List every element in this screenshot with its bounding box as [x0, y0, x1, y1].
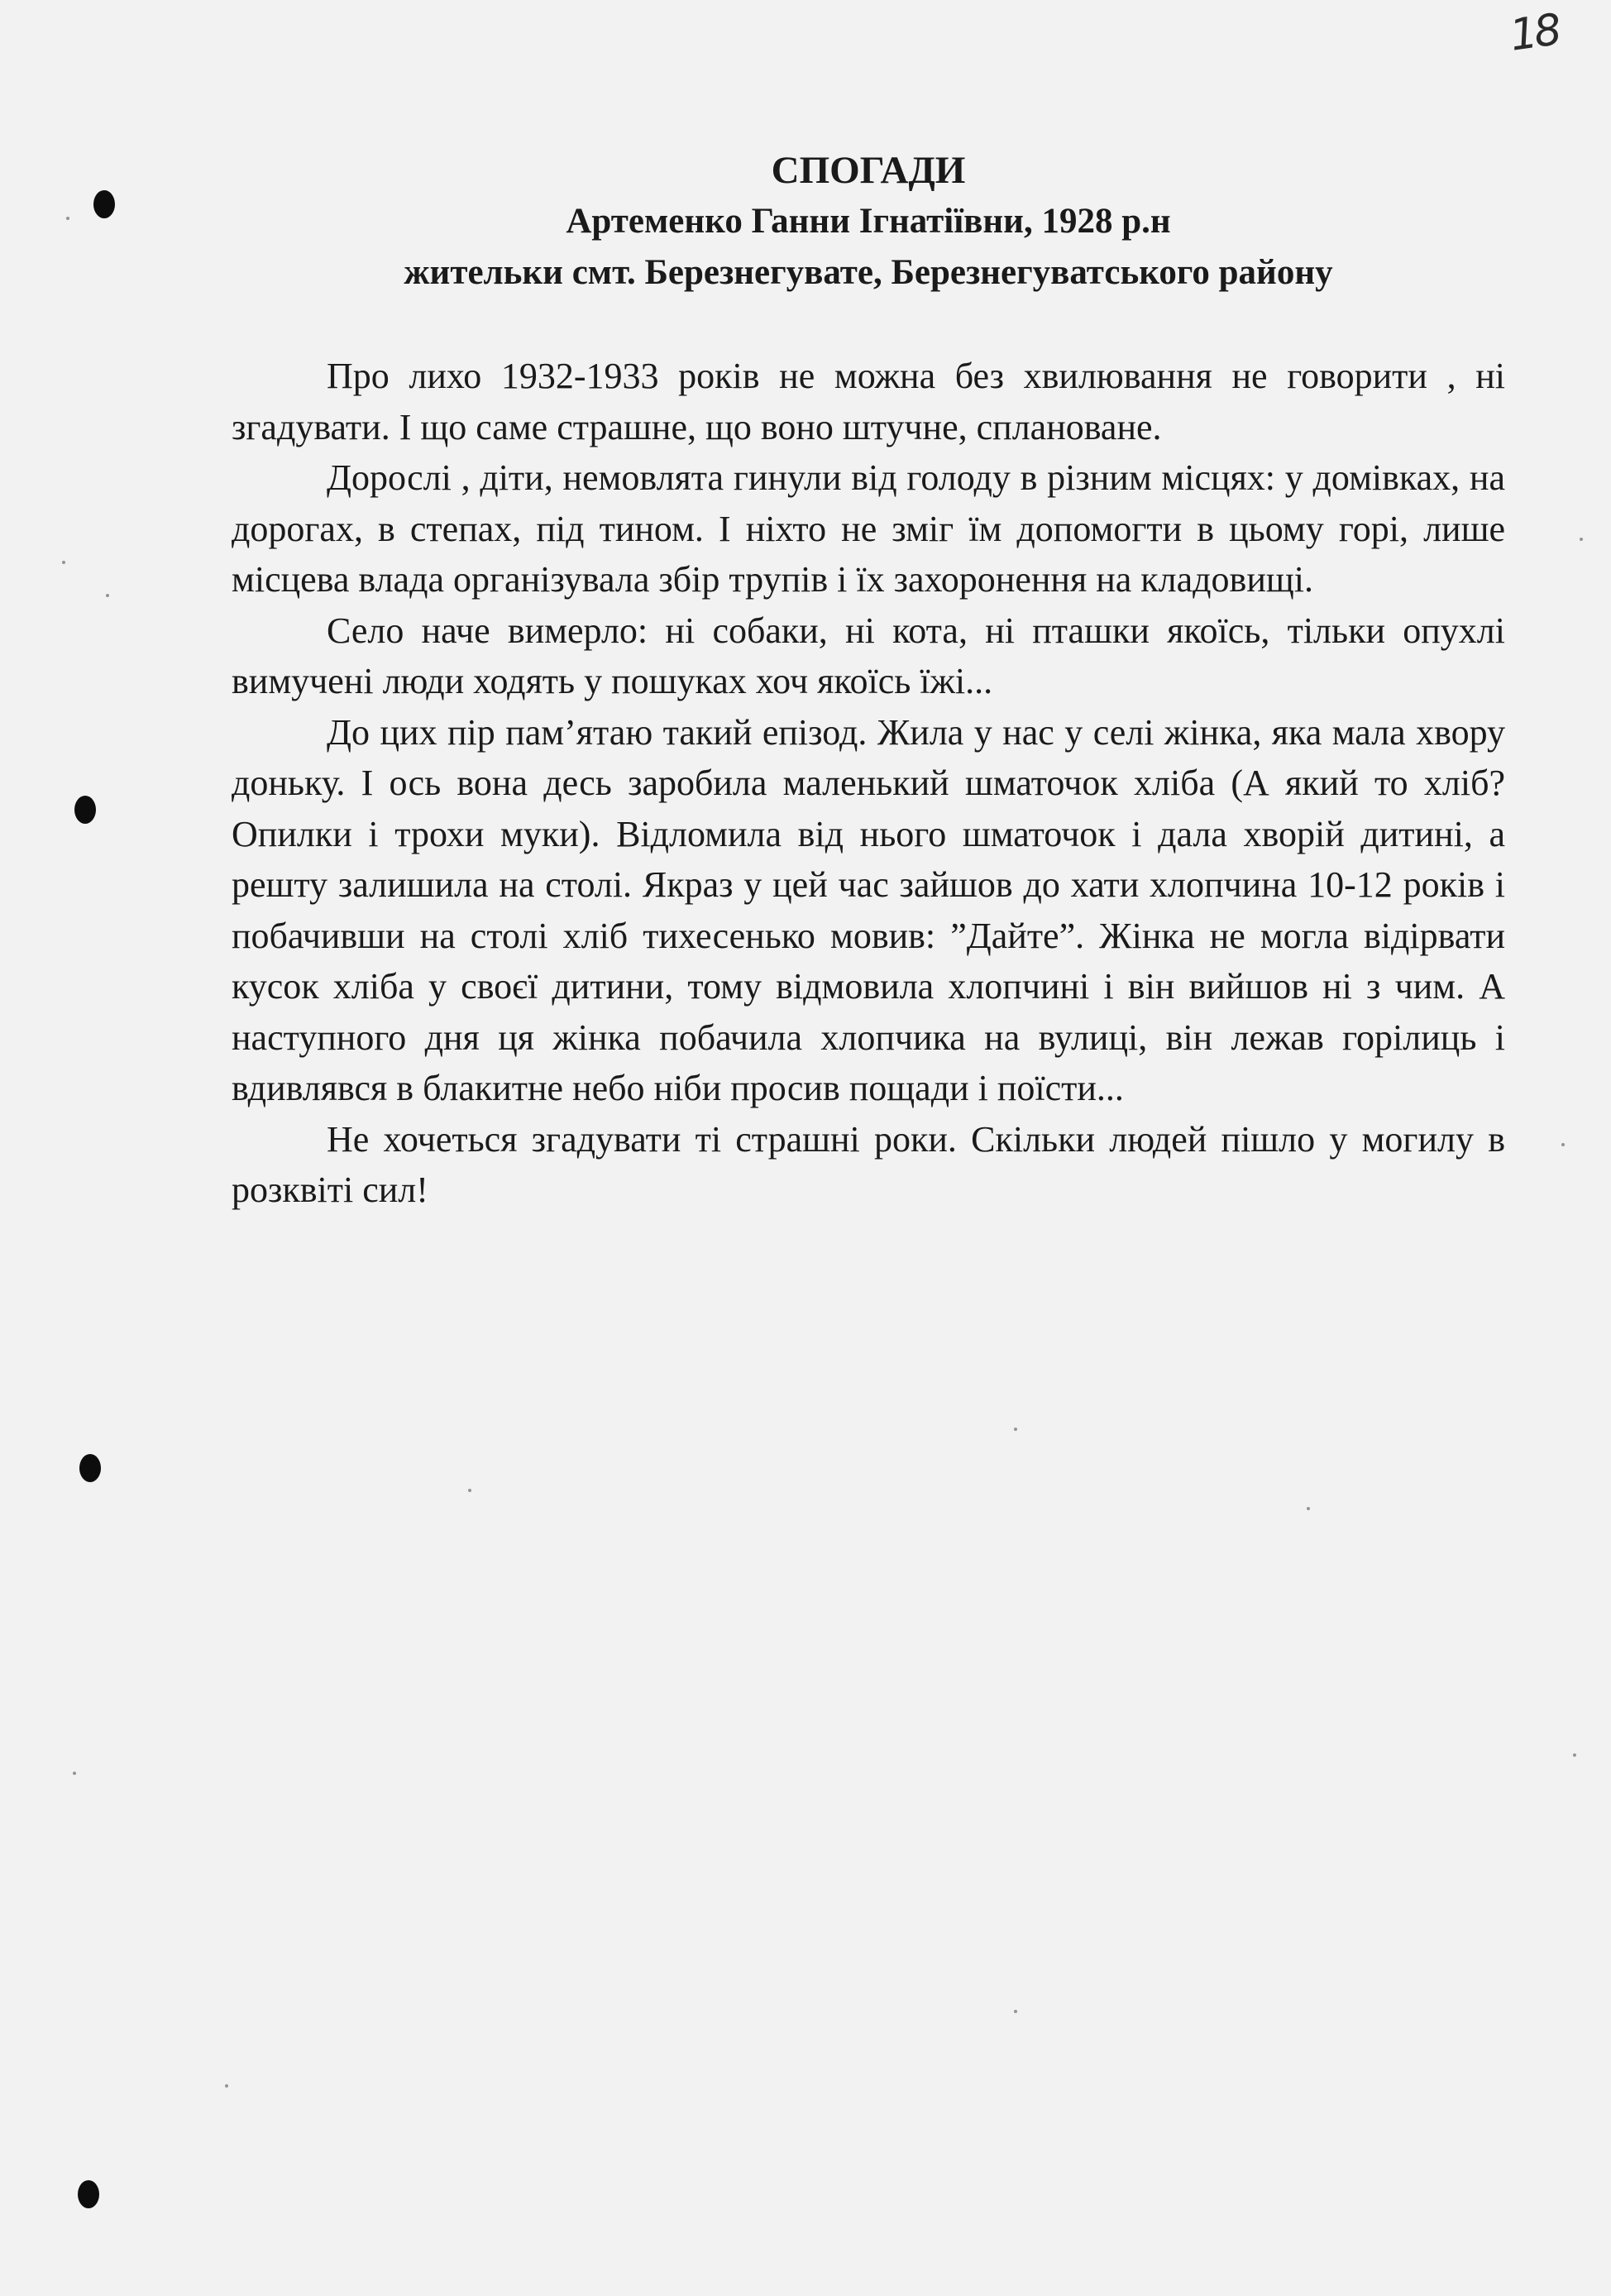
document-header [165, 145, 1571, 299]
scan-speck [66, 217, 69, 220]
document-subtitle-author: Артеменко Ганни Ігнатіївни, 1928 р.н [566, 202, 1171, 241]
body-paragraph: Про лихо 1932-1933 років не можна без хвилювання не говорити , ні згадувати. І що саме страшне, що воно штучне, сплановане. [232, 356, 1505, 447]
document-title: СПОГАДИ [771, 149, 966, 192]
scan-speck [225, 2084, 228, 2088]
scan-speck [73, 1772, 76, 1775]
body-paragraph: Село наче вимерло: ні собаки, ні кота, ні пташки якоїсь, тільки опухлі вимучені люди ходять у пошуках хоч якоїсь їжі... [232, 610, 1505, 701]
punch-hole [93, 190, 115, 218]
body-paragraph: Не хочеться згадувати ті страшні роки. Скільки людей пішло у могилу в розквіті сил! [232, 1118, 1505, 1210]
scan-speck [1580, 538, 1583, 541]
scan-speck [106, 594, 109, 597]
scan-speck [62, 561, 65, 564]
punch-hole [79, 1454, 101, 1482]
document-subtitle-residence: жительки смт. Березнегувате, Березнегуватського району [404, 253, 1333, 292]
scan-speck [1014, 2010, 1017, 2013]
scan-speck [1561, 1143, 1565, 1146]
body-paragraph: До цих пір пам’ятаю такий епізод. Жила у нас у селі жінка, яка мала хвору доньку. І ось вона десь заробила маленький шматочок хліба (А який то хліб? Опилки і трохи муки). Відломила від нього шматочок і дала хворій дитині, а решту залишила на столі. Якраз у цей час зайшов до хати хлопчина 10-12 років і побачивши на столі хліб тихесенько мовив: ”Дайте”. Жінка не могла відірвати кусок хліба у своєї дитини, тому відмовила хлопчині і він вийшов ні з чим. А наступного дня ця жінка побачила хлопчика на вулиці, він лежав горілиць і вдивлявся в блакитне небо ніби просив пощади і поїсти... [232, 711, 1505, 1108]
punch-hole [78, 2180, 99, 2208]
scan-speck [1014, 1428, 1017, 1431]
scan-speck [468, 1489, 471, 1492]
body-paragraph: Дорослі , діти, немовлята гинули від голоду в різним місцях: у домівках, на дорогах, в степах, під тином. І ніхто не зміг їм допомогти в цьому горі, лише місцева влада організувала збір трупів і їх захоронення на кладовищі. [232, 457, 1505, 600]
scan-speck [1307, 1507, 1310, 1510]
punch-hole [74, 796, 96, 824]
scan-speck [1573, 1753, 1576, 1757]
page-number: 18 [1506, 5, 1561, 61]
document-body [232, 351, 1505, 1216]
